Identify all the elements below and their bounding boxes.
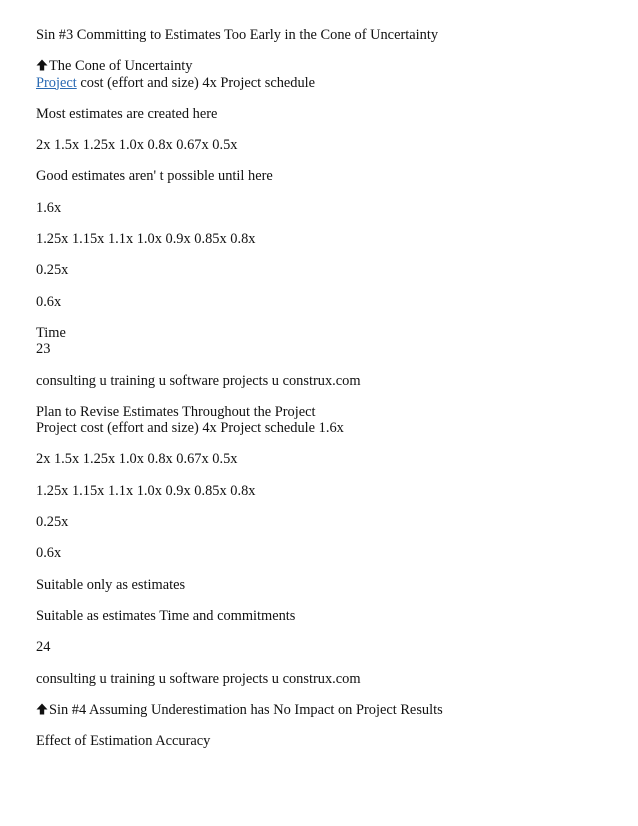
slide-23-title: The Cone of Uncertainty [49, 58, 193, 75]
slide-23-axis-line [36, 75, 626, 91]
multiplier-0-6x-24: 0.6x [36, 545, 62, 562]
footer-23: consulting u training u software projects u construx.com [36, 372, 361, 389]
slide-23-axis-text: cost (effort and size) 4x Project schedule [76, 74, 316, 91]
slide-24-header [36, 404, 626, 437]
section-heading-sin4 [36, 702, 626, 718]
note-suitable-commitments: Suitable as estimates Time and commitments [36, 607, 296, 624]
effect-title: Effect of Estimation Accuracy [36, 733, 211, 750]
slide-23-time-block [36, 325, 626, 358]
multipliers-wide-23: 2x 1.5x 1.25x 1.0x 0.8x 0.67x 0.5x [36, 137, 238, 154]
multiplier-1-6x: 1.6x [36, 199, 62, 216]
document-page [36, 27, 626, 764]
multiplier-0-25x-24: 0.25x [36, 514, 69, 531]
note-good-estimates: Good estimates aren' t possible until here [36, 168, 273, 185]
project-link[interactable]: Project [36, 74, 77, 91]
multiplier-0-6x-23: 0.6x [36, 293, 62, 310]
multipliers-wide-24: 2x 1.5x 1.25x 1.0x 0.8x 0.67x 0.5x [36, 451, 238, 468]
up-arrow-icon[interactable] [36, 703, 48, 715]
up-arrow-icon[interactable] [36, 59, 48, 71]
slide-24-title: Plan to Revise Estimates Throughout the Project [36, 403, 316, 420]
section-heading-sin3: Sin #3 Committing to Estimates Too Early in the Cone of Uncertainty [36, 27, 439, 43]
footer-24: consulting u training u software projects u construx.com [36, 670, 361, 687]
slide-23-header [36, 58, 626, 91]
slide-23-title-line [36, 58, 626, 74]
multipliers-narrow-24: 1.25x 1.15x 1.1x 1.0x 0.9x 0.85x 0.8x [36, 482, 256, 499]
page-number-23: 23 [36, 341, 51, 358]
page-number-24: 24 [36, 639, 51, 656]
multipliers-narrow-23: 1.25x 1.15x 1.1x 1.0x 0.9x 0.85x 0.8x [36, 231, 256, 248]
time-label-23: Time [36, 324, 66, 341]
note-suitable-estimates: Suitable only as estimates [36, 576, 186, 593]
slide-24-axis-line: Project cost (effort and size) 4x Project schedule 1.6x [36, 420, 344, 437]
note-estimates-created: Most estimates are created here [36, 105, 218, 122]
multiplier-0-25x-23: 0.25x [36, 262, 69, 279]
section-heading-sin4-text: Sin #4 Assuming Underestimation has No Impact on Project Results [49, 701, 443, 718]
